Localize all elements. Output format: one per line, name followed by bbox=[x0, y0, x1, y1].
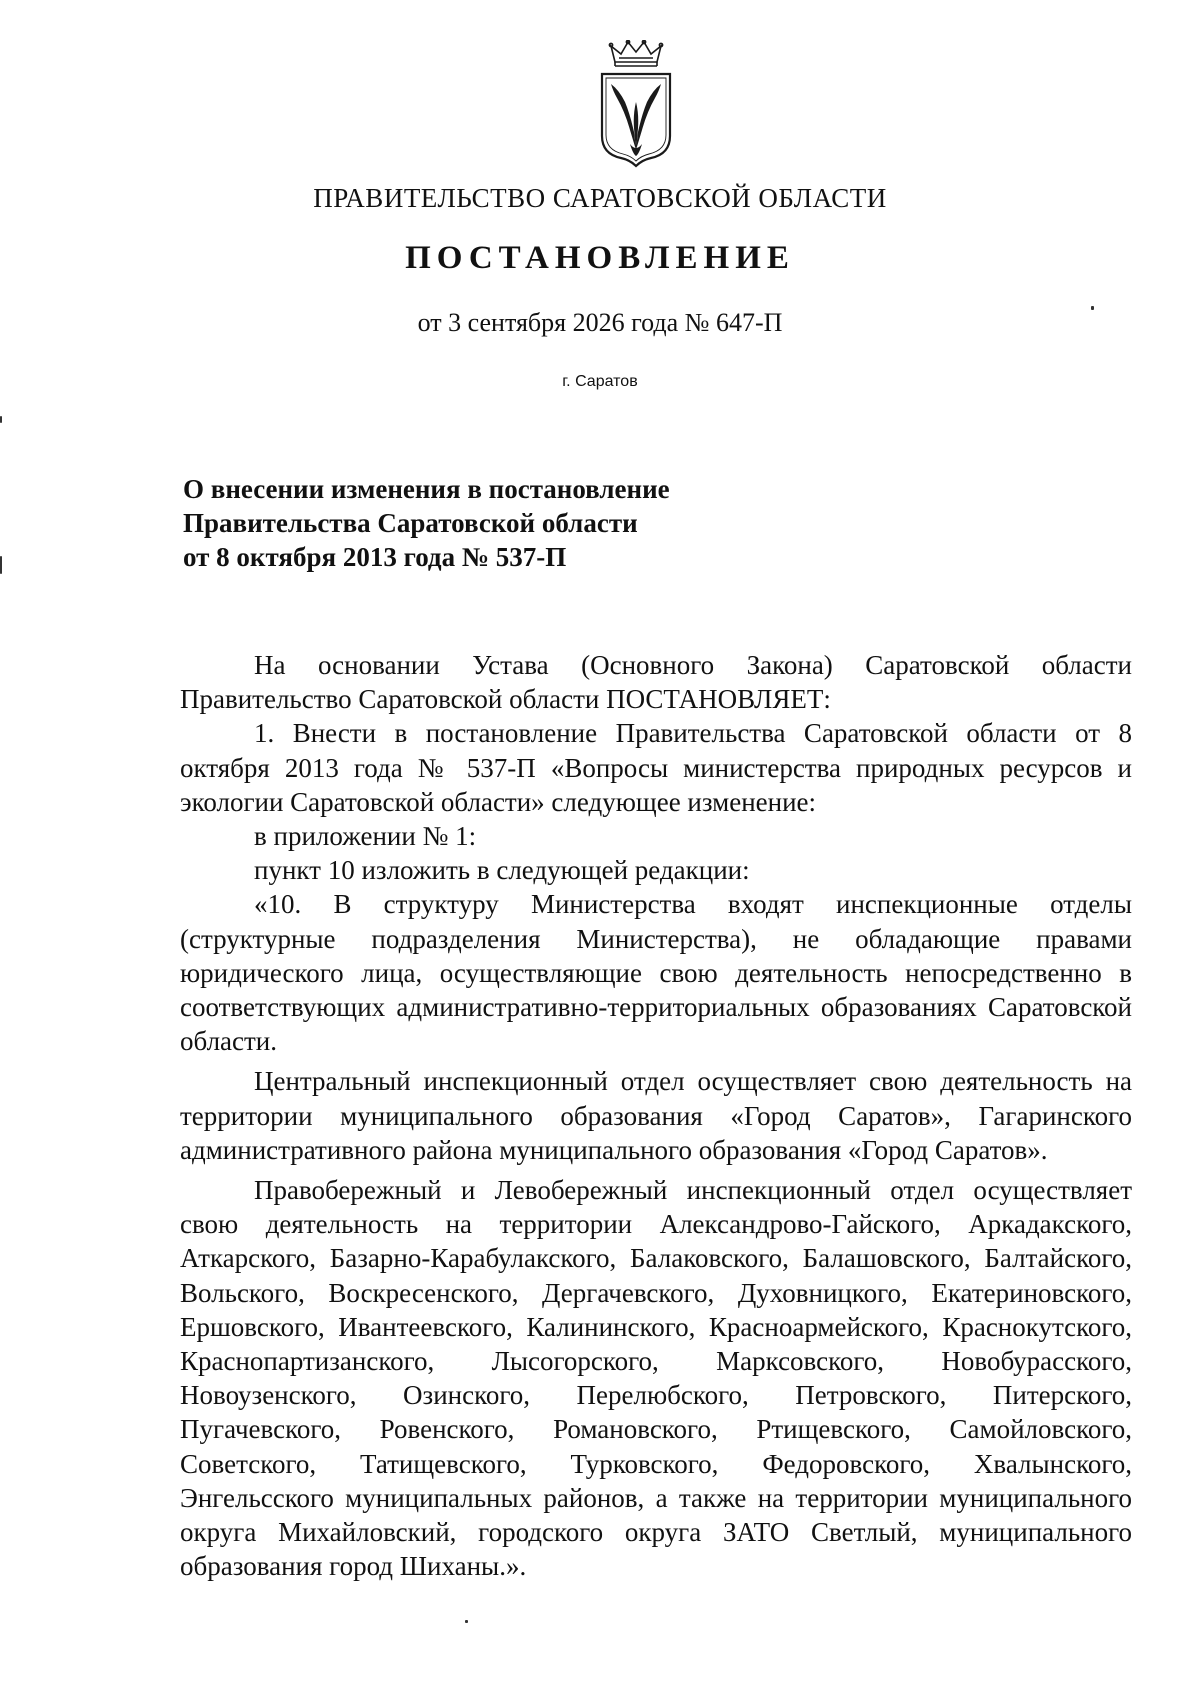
body-paragraph-appendix: в приложении № 1: bbox=[254, 821, 477, 852]
subject-line: от 8 октября 2013 года № 537-П bbox=[183, 542, 567, 572]
subject-line: О внесении изменения в постановление bbox=[183, 474, 670, 504]
body-paragraph-point-10: «10. В структуру Министерства входят инспекционные отделы (структурные подразделения Министерства), не обладающие правами юридического лица, осуществляющие свою деятельность непосредственно в соответствующих административно-территориальных образованиях Саратовской области. bbox=[180, 889, 1132, 1057]
saratov-coat-of-arms-icon bbox=[597, 40, 675, 168]
scan-speck bbox=[0, 416, 2, 423]
document-city: г. Саратов bbox=[562, 373, 638, 390]
government-name: ПРАВИТЕЛЬСТВО САРАТОВСКОЙ ОБЛАСТИ bbox=[313, 183, 887, 213]
document-body bbox=[180, 648, 1132, 1583]
body-paragraph-central-department: Центральный инспекционный отдел осуществляет свою деятельность на территории муниципального образования «Город Саратов», Гагаринского административного района муниципального образования «Город Саратов». bbox=[180, 1066, 1132, 1165]
document-date-number: от 3 сентября 2026 года № 647-П bbox=[417, 308, 783, 337]
scan-speck bbox=[465, 1620, 468, 1623]
body-paragraph-instruction: пункт 10 изложить в следующей редакции: bbox=[254, 855, 750, 886]
body-paragraph-item-1: 1. Внести в постановление Правительства Саратовской области от 8 октября 2013 года № 537-П «Вопросы министерства природных ресурсов и экологии Саратовской области» следующее изменение: bbox=[180, 718, 1132, 817]
body-paragraph-preamble: На основании Устава (Основного Закона) Саратовской области Правительство Саратовской области ПОСТАНОВЛЯЕТ: bbox=[180, 650, 1132, 715]
document-type-title: ПОСТАНОВЛЕНИЕ bbox=[405, 240, 795, 276]
body-paragraph-regional-departments: Правобережный и Левобережный инспекционный отдел осуществляет свою деятельность на территории Александрово-Гайского, Аркадакского, Аткарского, Базарно-Карабулакского, Балаковского, Балашовского, Балтайского, Вольского, Воскресенского, Дергачевского, Духовницкого, Екатериновского, Ершовского, Ивантеевского, Калининского, Красноармейского, Краснокутского, Краснопартизанского, Лысогорского, Марксовского, Новобурасского, Новоузенского, Озинского, Перелюбского, Петровского, Питерского, Пугачевского, Ровенского, Романовского, Ртищевского, Самойловского, Советского, Татищевского, Турковского, Федоровского, Хвалынского, Энгельсского муниципальных районов, а также на территории муниципального округа Михайловский, городского округа ЗАТО Светлый, муниципального образования город Шиханы.». bbox=[180, 1175, 1132, 1582]
document-subject bbox=[183, 472, 670, 574]
scan-speck bbox=[1091, 306, 1094, 310]
subject-line: Правительства Саратовской области bbox=[183, 508, 638, 538]
scan-speck bbox=[0, 556, 2, 574]
